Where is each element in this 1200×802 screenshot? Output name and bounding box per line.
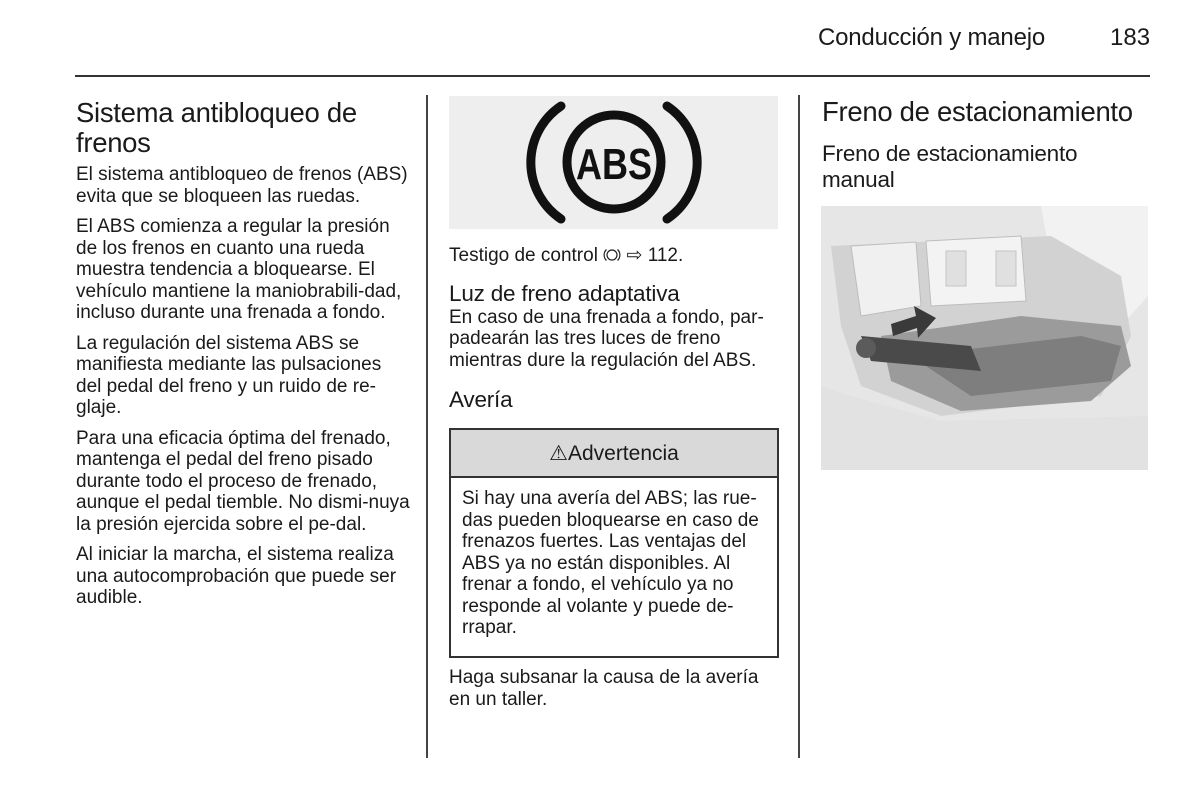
page-number: 183 bbox=[1110, 24, 1151, 51]
abs-warning-icon bbox=[449, 96, 778, 229]
paragraph: Para una eficacia óptima del frenado, mantenga el pedal del freno pisado durante todo el proceso de frenado, aunque el pedal tiemble. No dismi-nuya la presión ejercida sobre el pe-dal. bbox=[76, 427, 410, 535]
abs-small-icon bbox=[603, 247, 621, 263]
control-light-text: Testigo de control bbox=[449, 245, 598, 266]
right-column bbox=[822, 97, 1152, 193]
middle-column-bottom bbox=[449, 667, 779, 719]
subheading-adaptive-brake-light: Luz de freno adaptativa bbox=[449, 280, 680, 306]
warning-title: Advertencia bbox=[567, 442, 679, 465]
column-divider-right bbox=[798, 95, 800, 758]
left-column bbox=[76, 98, 410, 618]
warning-header bbox=[451, 430, 777, 478]
subheading-manual-parking-brake: Freno de estacionamiento manual bbox=[822, 141, 1078, 192]
section-heading-parking-brake: Freno de estacionamiento bbox=[822, 96, 1133, 127]
page-reference: 112. bbox=[647, 245, 684, 266]
paragraph: Haga subsanar la causa de la avería en un taller. bbox=[449, 667, 759, 710]
paragraph: El sistema antibloqueo de frenos (ABS) evita que se bloqueen las ruedas. bbox=[76, 164, 408, 207]
paragraph: El ABS comienza a regular la presión de los frenos en cuanto una rueda muestra tendencia a bloquearse. El vehículo mantiene la maniobrabili-dad, incluso durante una frenada a fondo. bbox=[76, 216, 402, 323]
paragraph: La regulación del sistema ABS se manifiesta mediante las pulsaciones del pedal del freno y un ruido de re-glaje. bbox=[76, 332, 382, 418]
running-header-title: Conducción y manejo bbox=[818, 24, 1046, 51]
abs-symbol-panel bbox=[449, 96, 778, 229]
parking-brake-illustration bbox=[821, 206, 1148, 470]
paragraph: Al iniciar la marcha, el sistema realiza una autocomprobación que puede ser audible. bbox=[76, 544, 397, 608]
column-divider-left bbox=[426, 95, 428, 758]
abs-symbol-label: ABS bbox=[576, 140, 652, 189]
warning-text: Si hay una avería del ABS; las rue-das pueden bloquearse en caso de frenazos fuertes. Las ventajas del ABS ya no están disponibles. Al frenar a fondo, el vehículo ya no responde al volante y puede de-rrapar. bbox=[462, 488, 759, 638]
paragraph: En caso de una frenada a fondo, par-padearán las tres luces de freno mientras dure la regulación del ABS. bbox=[449, 306, 764, 371]
subheading-fault: Avería bbox=[449, 387, 513, 412]
middle-column bbox=[449, 245, 779, 413]
header-divider bbox=[75, 75, 1150, 77]
arrow-reference-icon: ⇨ bbox=[626, 245, 643, 266]
warning-triangle-icon: ⚠ bbox=[549, 442, 568, 465]
section-heading-abs: Sistema antibloqueo de frenos bbox=[76, 97, 357, 158]
warning-box bbox=[449, 428, 779, 658]
